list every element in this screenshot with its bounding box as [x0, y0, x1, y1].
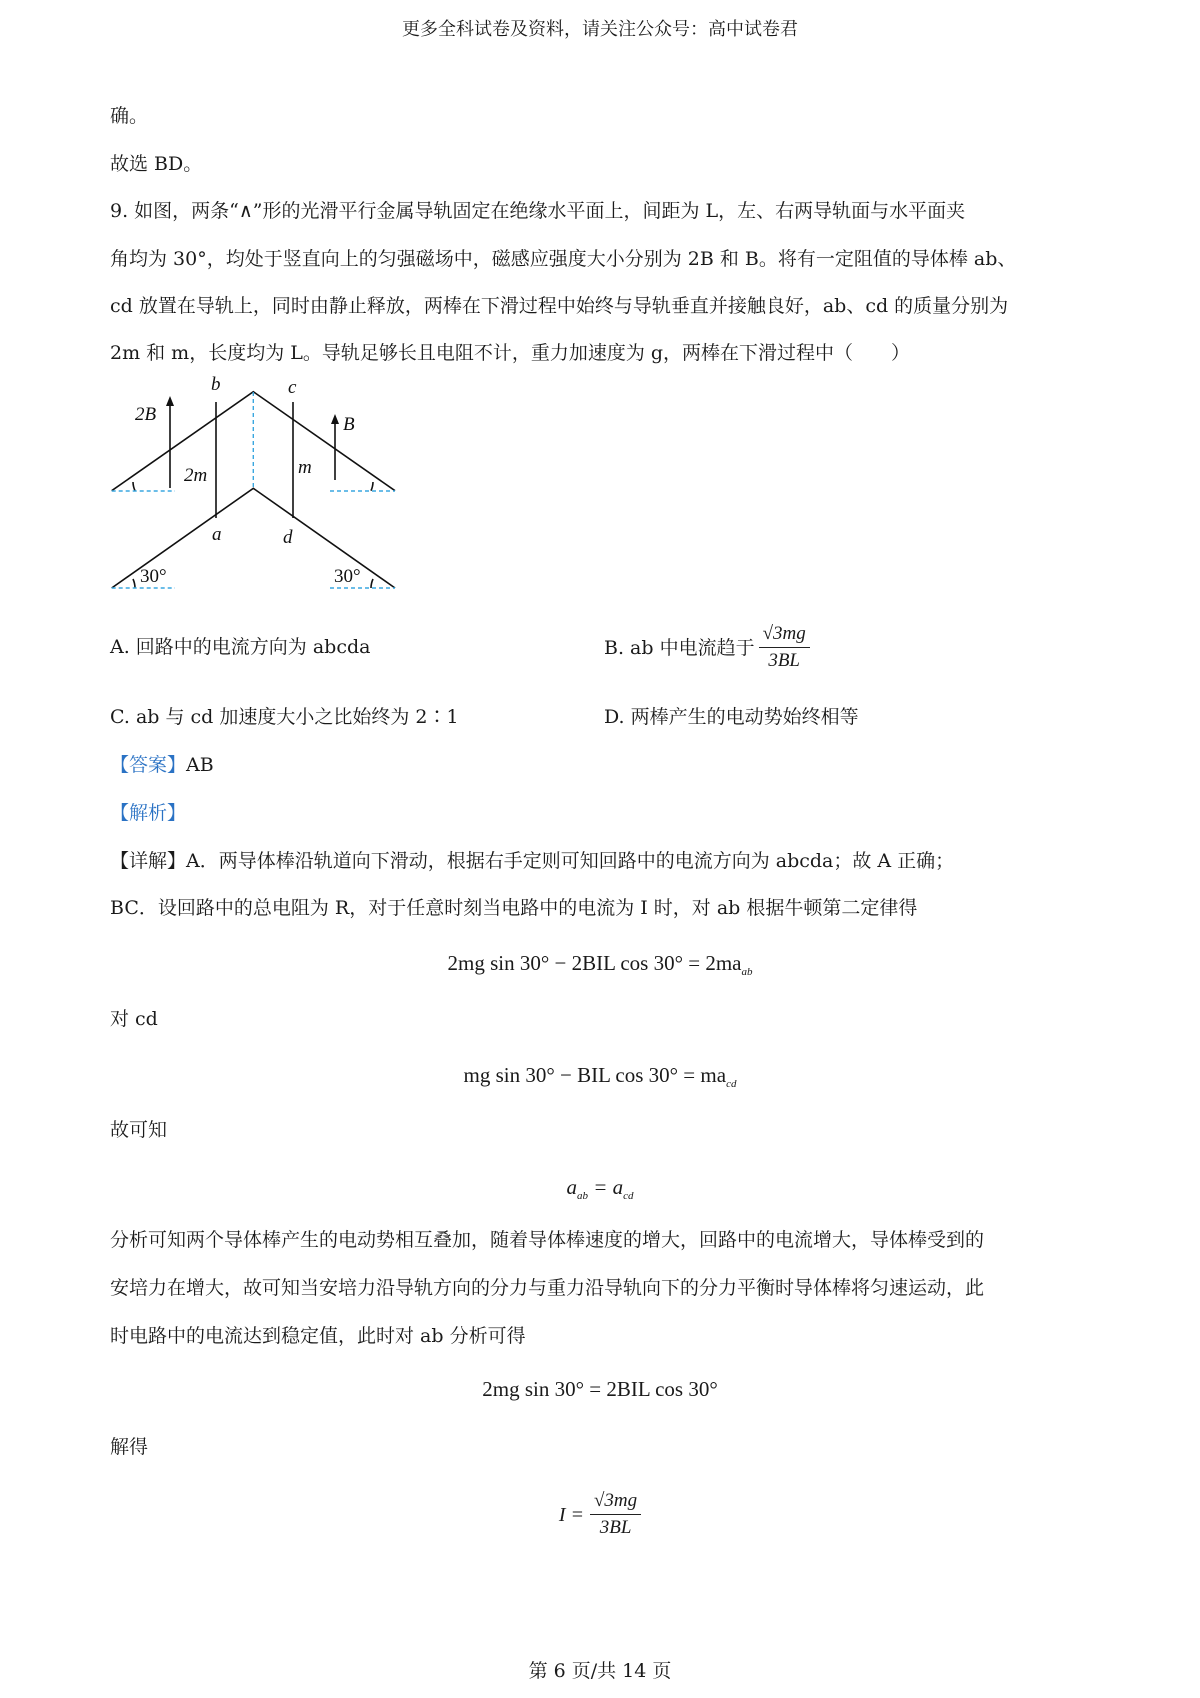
subscript: cd	[623, 1190, 634, 1202]
answer-value: AB	[186, 754, 214, 776]
text-line: 确。	[110, 105, 149, 127]
equation-5	[0, 1488, 1200, 1541]
equation-body: mg sin 30° − BIL cos 30° = ma	[463, 1063, 727, 1087]
question-line: cd 放置在导轨上，同时由静止释放，两棒在下滑过程中始终与导轨垂直并接触良好，ab、cd 的质量分别为	[110, 295, 1009, 317]
numerator: √3mg	[590, 1488, 641, 1515]
question-line: 9. 如图，两条“∧”形的光滑平行金属导轨固定在绝缘水平面上，间距为 L，左、右两导轨面与水平面夹	[110, 200, 966, 222]
rail-diagram	[100, 370, 420, 600]
fraction	[759, 621, 810, 674]
equation-lhs: I =	[558, 1503, 584, 1526]
detail-line: 故可知	[110, 1119, 168, 1141]
question-line: 2m 和 m，长度均为 L。导轨足够长且电阻不计，重力加速度为 g，两棒在下滑过程中（ ）	[110, 342, 911, 364]
detail-line: 解得	[110, 1436, 149, 1458]
option-b-text: B. ab 中电流趋于	[604, 636, 755, 659]
detail-line: 对 cd	[110, 1008, 158, 1030]
answer-label: 【答案】	[110, 754, 187, 776]
page-header: 更多全科试卷及资料，请关注公众号：高中试卷君	[402, 19, 798, 40]
equation-part: a	[566, 1175, 577, 1199]
subscript: ab	[576, 1190, 588, 1202]
numerator: √3mg	[759, 621, 810, 648]
angle-left: 30°	[140, 566, 167, 587]
analysis-label: 【解析】	[110, 802, 187, 824]
answer-line	[110, 752, 214, 778]
label-2m: 2m	[184, 465, 208, 486]
text-line: 故选 BD。	[110, 153, 203, 175]
label-m: m	[298, 457, 312, 478]
denominator: 3BL	[768, 650, 800, 671]
equation-body: 2mg sin 30° − 2BIL cos 30° = 2ma	[447, 951, 742, 975]
equation-1	[0, 950, 1200, 985]
detail-line: 分析可知两个导体棒产生的电动势相互叠加，随着导体棒速度的增大，回路中的电流增大，导体棒受到的	[110, 1229, 985, 1251]
equation-2	[0, 1062, 1200, 1097]
detail-line: BC．设回路中的总电阻为 R，对于任意时刻当电路中的电流为 I 时，对 ab 根据牛顿第二定律得	[110, 897, 918, 919]
label-b: b	[211, 374, 221, 395]
page-footer: 第 6 页/共 14 页	[528, 1660, 672, 1682]
option-a: A. 回路中的电流方向为 abcda	[110, 636, 371, 658]
label-b-field: B	[343, 414, 355, 435]
option-d: D. 两棒产生的电动势始终相等	[604, 706, 859, 728]
detail-line: 【详解】A．两导体棒沿轨道向下滑动，根据右手定则可知回路中的电流方向为 abcda；故 A 正确；	[110, 850, 955, 872]
question-line: 角均为 30°，均处于竖直向上的匀强磁场中，磁感应强度大小分别为 2B 和 B。将有一定阻值的导体棒 ab、	[110, 248, 1017, 270]
option-c: C. ab 与 cd 加速度大小之比始终为 2∶1	[110, 706, 459, 728]
subscript: ab	[741, 966, 753, 978]
detail-line: 安培力在增大，故可知当安培力沿导轨方向的分力与重力沿导轨向下的分力平衡时导体棒将匀速运动，此	[110, 1277, 985, 1299]
subscript: cd	[726, 1078, 737, 1090]
angle-right: 30°	[334, 566, 361, 587]
equation-3	[0, 1174, 1200, 1209]
equation-part: = a	[587, 1175, 624, 1199]
detail-line: 时电路中的电流达到稳定值，此时对 ab 分析可得	[110, 1325, 526, 1347]
label-c: c	[288, 377, 297, 398]
option-b	[604, 621, 810, 674]
label-d: d	[283, 527, 293, 548]
equation-4: 2mg sin 30° = 2BIL cos 30°	[482, 1377, 718, 1401]
denominator: 3BL	[599, 1517, 632, 1538]
label-a: a	[212, 524, 222, 545]
fraction	[590, 1488, 641, 1541]
label-2b: 2B	[135, 404, 157, 425]
